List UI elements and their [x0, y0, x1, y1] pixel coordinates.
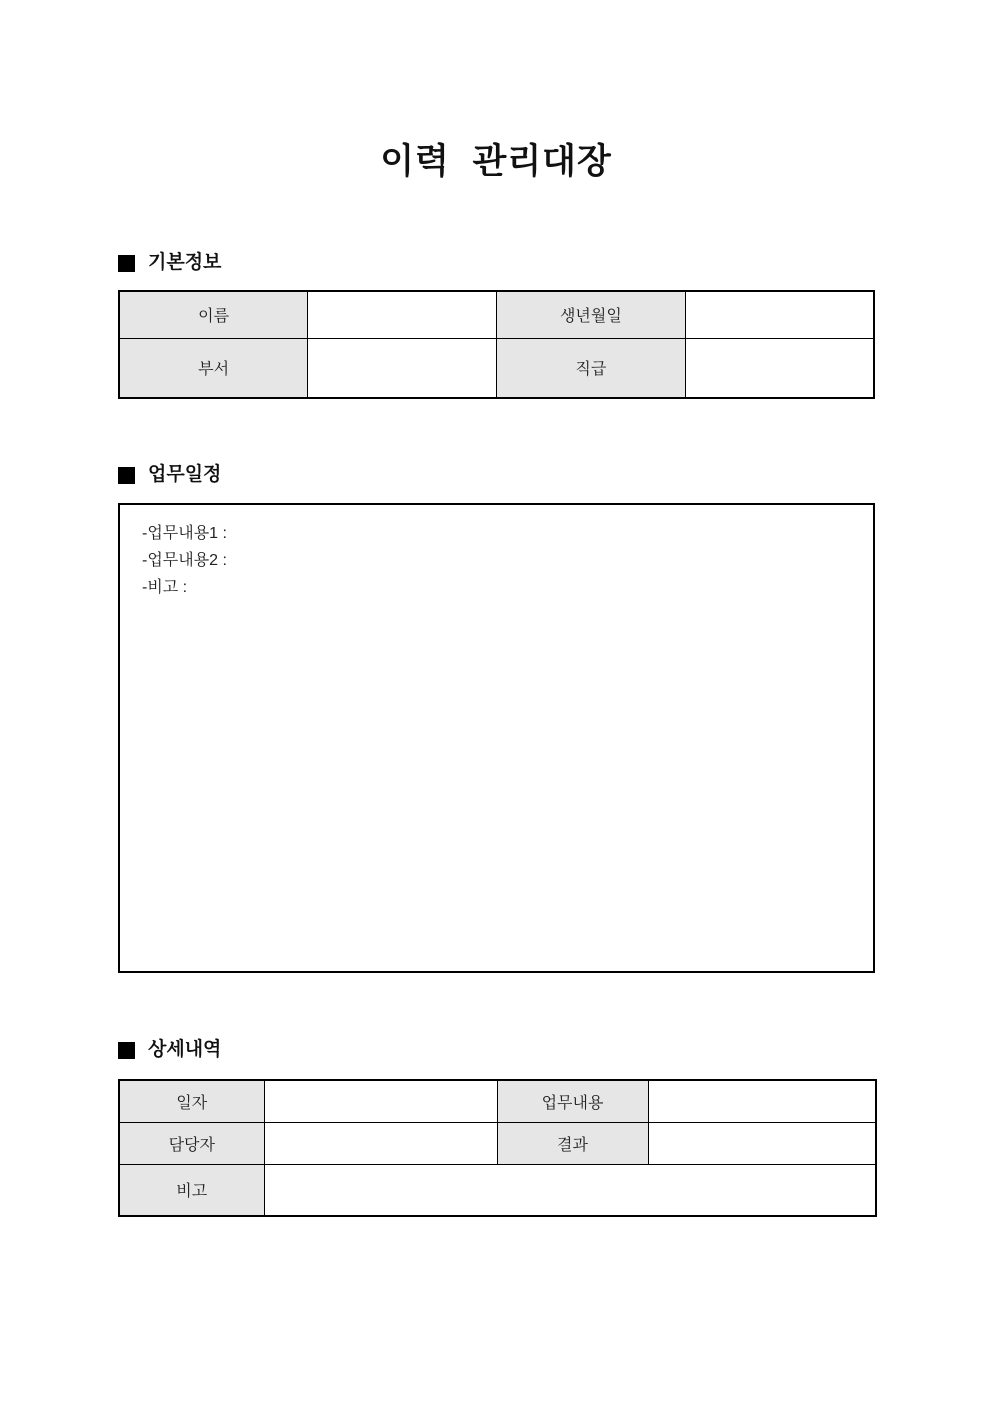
birthdate-label-cell: 생년월일 — [497, 291, 686, 338]
details-table — [118, 1079, 877, 1217]
date-value-cell[interactable] — [264, 1080, 497, 1122]
work-content-value-cell[interactable] — [648, 1080, 876, 1122]
section-heading-work-schedule: 업무일정 — [148, 464, 222, 485]
black-square-icon — [118, 255, 135, 272]
remarks-value-cell[interactable] — [264, 1164, 876, 1216]
person-in-charge-label-cell: 담당자 — [119, 1122, 264, 1164]
work-content-label-cell: 업무내용 — [497, 1080, 648, 1122]
work-item-2-line: -업무내용2 : — [142, 552, 227, 569]
section-header-details — [118, 1039, 221, 1061]
section-heading-basic-info: 기본정보 — [148, 252, 222, 273]
result-label-cell: 결과 — [497, 1122, 648, 1164]
name-label-cell: 이름 — [119, 291, 308, 338]
table-row — [119, 1080, 876, 1122]
black-square-icon — [118, 1042, 135, 1059]
remarks-line: -비고 : — [142, 579, 188, 596]
remarks-label-cell: 비고 — [119, 1164, 264, 1216]
position-value-cell[interactable] — [685, 338, 874, 398]
basic-info-table — [118, 290, 875, 399]
table-row — [119, 291, 874, 338]
table-row — [119, 1122, 876, 1164]
black-square-icon — [118, 467, 135, 484]
date-label-cell: 일자 — [119, 1080, 264, 1122]
section-heading-details: 상세내역 — [148, 1039, 222, 1060]
section-header-work-schedule — [118, 464, 221, 486]
position-label-cell: 직급 — [497, 338, 686, 398]
work-schedule-box[interactable] — [118, 503, 875, 973]
person-in-charge-value-cell[interactable] — [264, 1122, 497, 1164]
result-value-cell[interactable] — [648, 1122, 876, 1164]
page-title: 이력 관리대장 — [380, 142, 612, 181]
table-row — [119, 1164, 876, 1216]
name-value-cell[interactable] — [308, 291, 497, 338]
work-item-1-line: -업무내용1 : — [142, 525, 227, 542]
department-value-cell[interactable] — [308, 338, 497, 398]
table-row — [119, 338, 874, 398]
department-label-cell: 부서 — [119, 338, 308, 398]
section-header-basic-info — [118, 252, 221, 274]
birthdate-value-cell[interactable] — [685, 291, 874, 338]
